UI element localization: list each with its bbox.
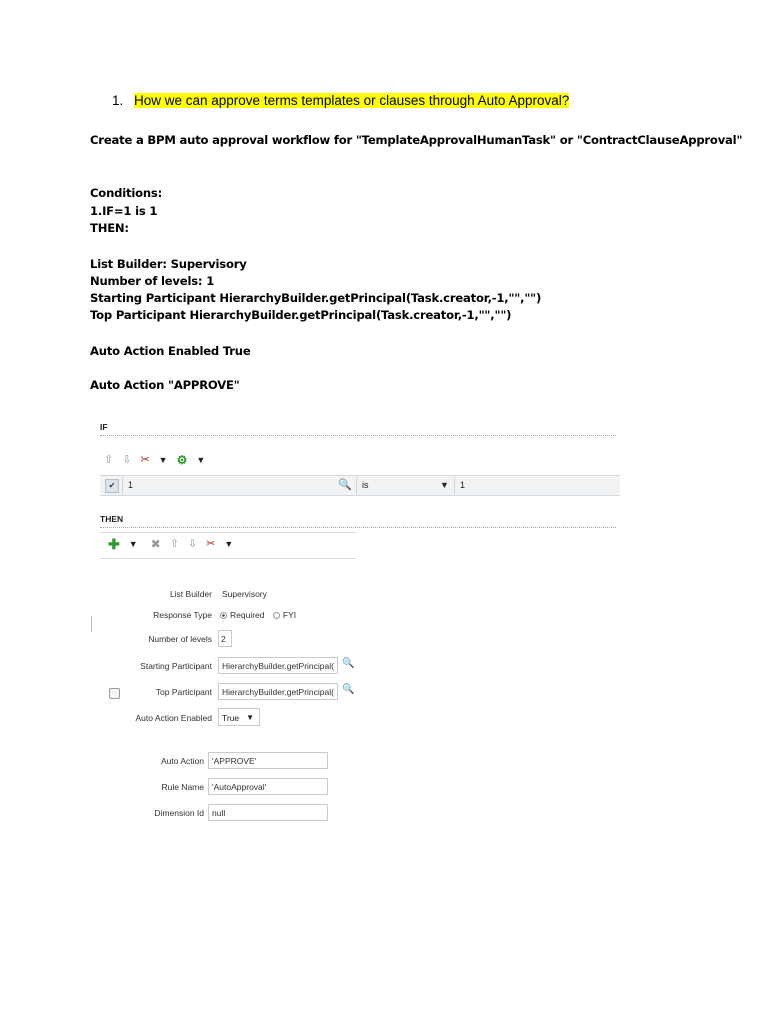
arrow-down-icon[interactable]: ⇩ xyxy=(122,454,132,466)
rule-name-label: Rule Name xyxy=(161,782,204,792)
operator-dropdown-icon[interactable]: ▼ xyxy=(440,480,449,490)
chevron-down-icon[interactable]: ▼ xyxy=(224,539,234,549)
toolbar-bottom-border xyxy=(100,558,356,559)
column-separator xyxy=(454,477,455,494)
column-separator xyxy=(122,477,123,494)
scissors-icon[interactable]: ✂ xyxy=(140,454,150,466)
condition-row[interactable] xyxy=(100,475,620,496)
condition-right-value[interactable]: 1 xyxy=(460,480,466,490)
intro-paragraph: Create a BPM auto approval workflow for "TemplateApprovalHumanTask" or "ContractClauseApproval" xyxy=(90,133,743,147)
search-icon[interactable]: 🔍 xyxy=(342,684,355,695)
chevron-down-icon[interactable]: ▼ xyxy=(158,455,168,465)
auto-action-enabled-value: True xyxy=(222,713,240,723)
if-line: 1.IF=1 is 1 xyxy=(90,204,158,218)
delete-icon[interactable]: ✖ xyxy=(150,537,161,551)
vertical-marker xyxy=(91,616,92,632)
question-heading xyxy=(112,93,569,108)
conditions-heading: Conditions: xyxy=(90,186,163,200)
required-option-label: Required xyxy=(230,610,265,620)
search-icon[interactable]: 🔍 xyxy=(338,479,352,491)
rule-name-input[interactable]: 'AutoApproval' xyxy=(208,778,328,795)
chevron-down-icon[interactable]: ▼ xyxy=(128,539,138,549)
auto-action-line: Auto Action "APPROVE" xyxy=(90,378,240,392)
condition-left-value[interactable]: 1 xyxy=(128,480,134,490)
list-builder-label: List Builder xyxy=(169,589,212,599)
top-participant-line: Top Participant HierarchyBuilder.getPrincipal(Task.creator,-1,"","") xyxy=(90,308,512,322)
condition-operator[interactable]: is xyxy=(362,480,369,490)
top-participant-input[interactable]: HierarchyBuilder.getPrincipal( xyxy=(218,683,338,700)
dimension-id-input[interactable]: null xyxy=(208,804,328,821)
chevron-down-icon[interactable]: ▼ xyxy=(196,455,206,465)
fyi-option-label: FYI xyxy=(282,610,297,620)
auto-action-label: Auto Action xyxy=(160,756,204,766)
auto-action-input[interactable]: 'APPROVE' xyxy=(208,752,328,769)
then-label: THEN xyxy=(100,514,124,524)
list-builder-line: List Builder: Supervisory xyxy=(90,257,247,271)
gear-icon[interactable]: ⚙ xyxy=(176,453,188,467)
required-radio[interactable] xyxy=(220,612,227,619)
top-participant-label: Top Participant xyxy=(155,687,212,697)
levels-input[interactable]: 2 xyxy=(218,630,232,647)
dimension-id-label: Dimension Id xyxy=(154,808,204,818)
dotted-divider xyxy=(100,435,616,436)
then-line: THEN: xyxy=(90,221,129,235)
if-toolbar xyxy=(104,455,205,466)
levels-label: Number of levels xyxy=(148,634,212,644)
starting-participant-line: Starting Participant HierarchyBuilder.getPrincipal(Task.creator,-1,"","") xyxy=(90,291,542,305)
chevron-down-icon: ▼ xyxy=(246,713,254,722)
levels-line: Number of levels: 1 xyxy=(90,274,215,288)
response-type-options xyxy=(220,610,296,620)
toolbar-top-border xyxy=(100,532,356,533)
fyi-radio[interactable] xyxy=(273,612,280,619)
list-number: 1. xyxy=(112,93,124,108)
dotted-divider xyxy=(100,527,616,528)
rule-editor-screenshot xyxy=(96,416,624,836)
scissors-icon[interactable]: ✂ xyxy=(206,538,216,550)
auto-action-enabled-select[interactable] xyxy=(218,708,260,726)
starting-participant-label: Starting Participant xyxy=(140,661,212,671)
response-type-label: Response Type xyxy=(153,610,212,620)
auto-action-enabled-label: Auto Action Enabled xyxy=(135,713,212,723)
auto-action-enabled-line: Auto Action Enabled True xyxy=(90,344,251,358)
add-icon[interactable]: ✚ xyxy=(108,536,120,552)
search-icon[interactable]: 🔍 xyxy=(342,658,355,669)
highlighted-question: How we can approve terms templates or clauses through Auto Approval? xyxy=(134,93,570,108)
starting-participant-input[interactable]: HierarchyBuilder.getPrincipal( xyxy=(218,657,338,674)
list-builder-value: Supervisory xyxy=(222,589,267,599)
row-checkbox[interactable] xyxy=(109,688,120,699)
if-label: IF xyxy=(100,422,108,432)
arrow-down-icon[interactable]: ⇩ xyxy=(187,538,198,550)
column-separator xyxy=(356,477,357,494)
then-toolbar xyxy=(108,536,234,552)
arrow-up-icon[interactable]: ⇧ xyxy=(169,538,179,550)
arrow-up-icon[interactable]: ⇧ xyxy=(104,454,114,466)
row-checkbox[interactable]: ✔ xyxy=(105,479,119,493)
